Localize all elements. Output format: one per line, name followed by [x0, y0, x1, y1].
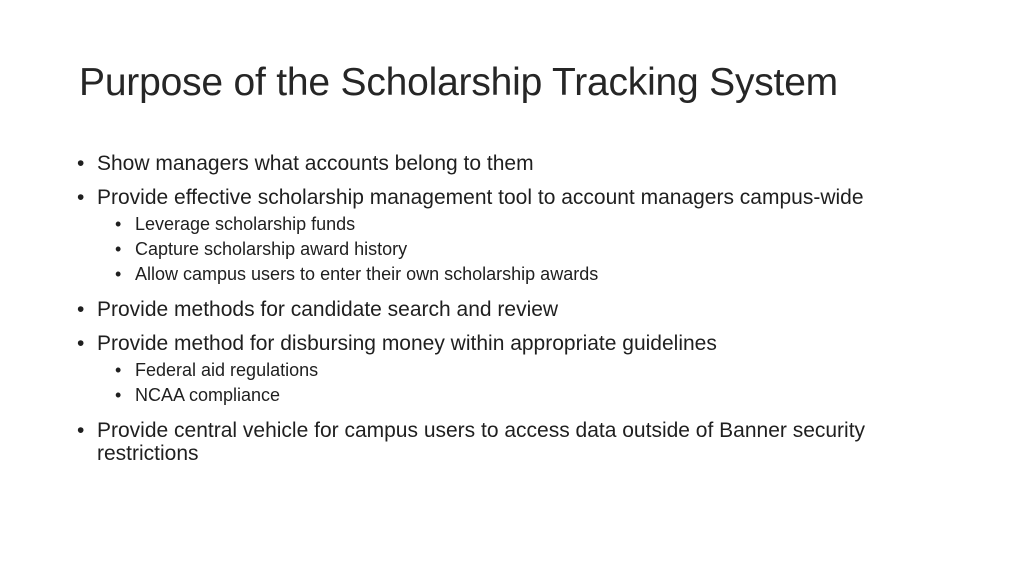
list-item-text: Provide effective scholarship management tool to account managers campus-wide: [97, 186, 864, 209]
sub-list-item-text: Capture scholarship award history: [135, 239, 408, 259]
sub-list-item-text: Leverage scholarship funds: [135, 214, 356, 234]
bullet-icon: •: [77, 152, 85, 175]
list-item-text: Provide methods for candidate search and review: [97, 298, 559, 321]
sub-list-item-text: NCAA compliance: [135, 385, 281, 405]
slide-title: Purpose of the Scholarship Tracking System: [79, 61, 838, 104]
list-item: [77, 298, 957, 321]
sub-list-item: [115, 212, 957, 237]
bullet-list: [77, 152, 957, 465]
sub-list: [115, 212, 957, 287]
bullet-icon: •: [77, 419, 85, 442]
sub-list-item: [115, 237, 957, 262]
list-item: [77, 152, 957, 175]
sub-list-item: [115, 358, 957, 383]
sub-list-item: [115, 262, 957, 287]
sub-list-item-text: Allow campus users to enter their own scholarship awards: [135, 264, 599, 284]
list-item: [77, 332, 957, 408]
bullet-icon: •: [77, 298, 85, 321]
list-item: [77, 186, 957, 287]
sub-list-item-text: Federal aid regulations: [135, 360, 319, 380]
list-item-text: Provide method for disbursing money within appropriate guidelines: [97, 332, 717, 355]
bullet-icon: •: [115, 385, 122, 405]
bullet-icon: •: [115, 239, 122, 259]
bullet-icon: •: [77, 186, 85, 209]
list-item-text: Show managers what accounts belong to them: [97, 152, 534, 175]
list-item-text: Provide central vehicle for campus users to access data outside of Banner security restrictions: [97, 419, 866, 465]
list-item: [77, 419, 957, 465]
sub-list: [115, 358, 957, 408]
bullet-icon: •: [115, 264, 122, 284]
sub-list-item: [115, 383, 957, 408]
bullet-icon: •: [77, 332, 85, 355]
bullet-icon: •: [115, 360, 122, 380]
bullet-icon: •: [115, 214, 122, 234]
